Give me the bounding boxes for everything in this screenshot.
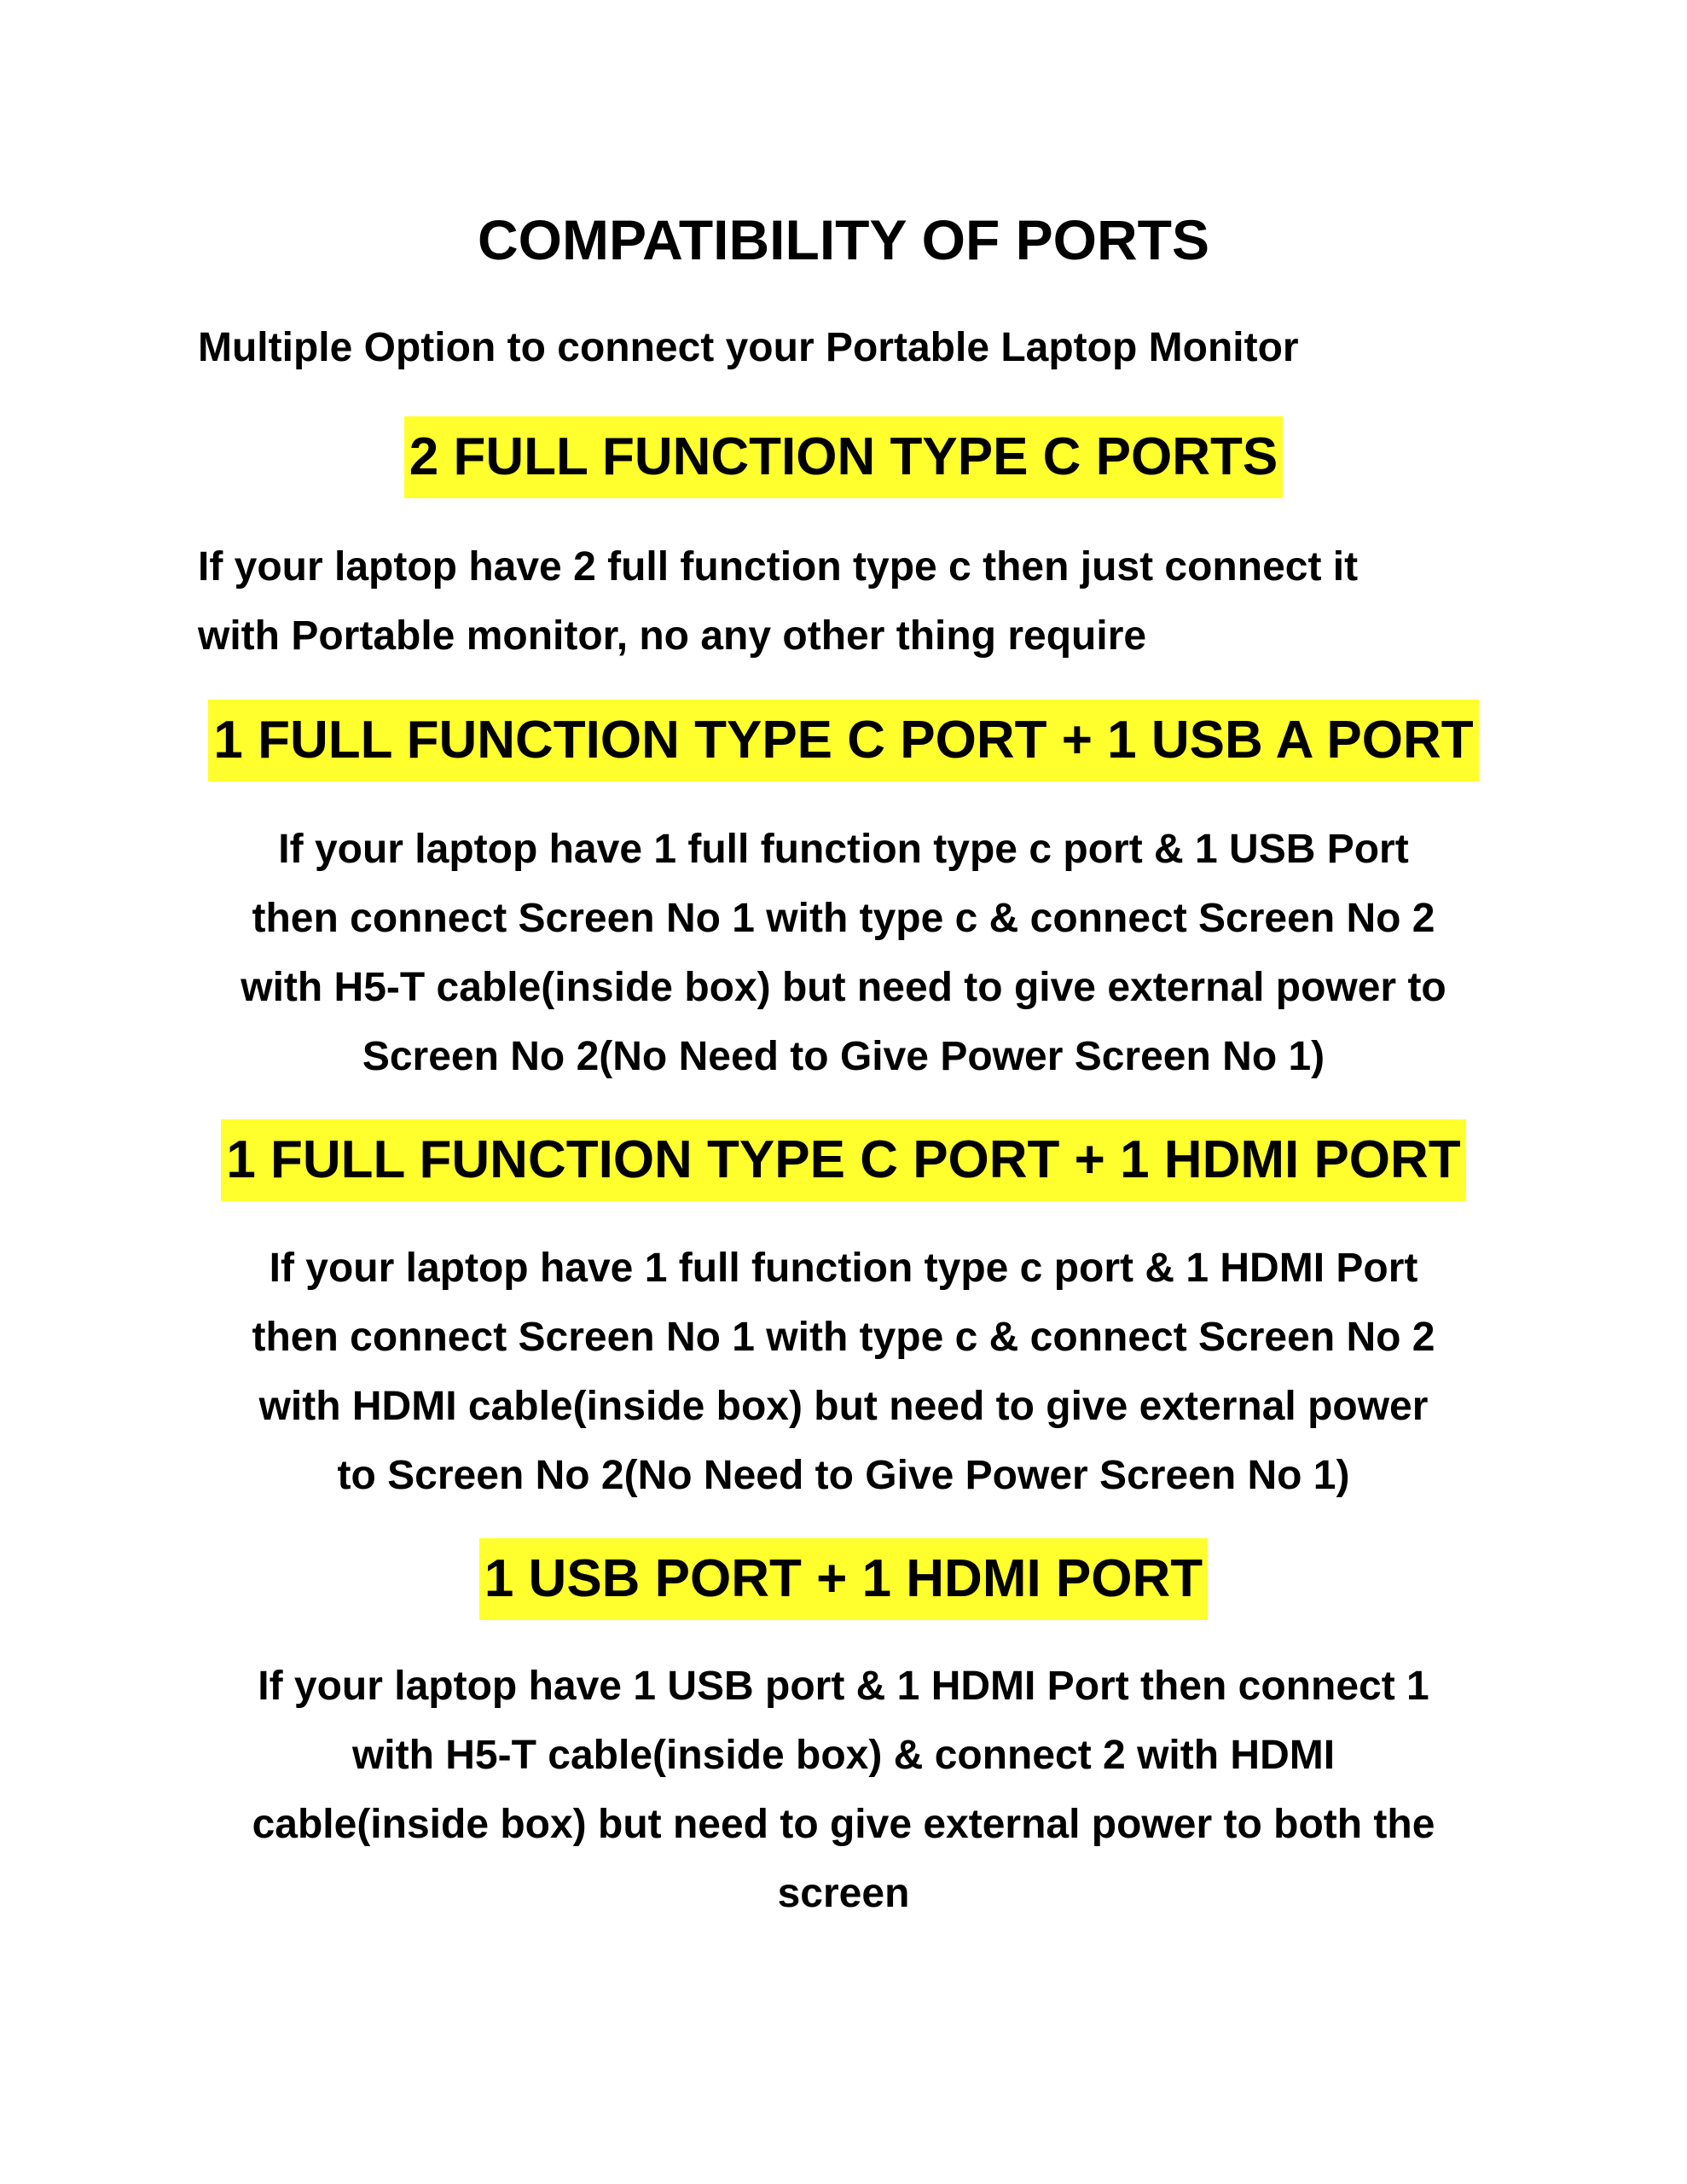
description-line: with HDMI cable(inside box) but need to give external power <box>258 1384 1429 1429</box>
section-description <box>198 532 1358 671</box>
description-line: Screen No 2(No Need to Give Power Screen No 1) <box>362 1034 1325 1079</box>
section-heading: 1 FULL FUNCTION TYPE C PORT + 1 USB A PORT <box>208 700 1478 781</box>
description-line: with Portable monitor, no any other thing require <box>198 613 1147 659</box>
section-heading: 1 USB PORT + 1 HDMI PORT <box>479 1538 1208 1620</box>
section-heading: 2 FULL FUNCTION TYPE C PORTS <box>404 416 1283 498</box>
page-title: COMPATIBILITY OF PORTS <box>478 208 1209 271</box>
description-line: with H5-T cable(inside box) but need to give external power to <box>241 965 1446 1010</box>
section-description <box>0 1234 1687 1510</box>
section-description <box>0 815 1687 1091</box>
description-line: then connect Screen No 1 with type c & connect Screen No 2 <box>252 1315 1435 1360</box>
section-description <box>0 1652 1687 1928</box>
section-heading: 1 FULL FUNCTION TYPE C PORT + 1 HDMI PORT <box>221 1119 1465 1201</box>
description-line: If your laptop have 2 full function type c then just connect it <box>198 544 1359 590</box>
description-line: to Screen No 2(No Need to Give Power Screen No 1) <box>337 1453 1350 1498</box>
description-line: then connect Screen No 1 with type c & connect Screen No 2 <box>252 896 1435 941</box>
description-line: If your laptop have 1 full function type c port & 1 HDMI Port <box>269 1246 1418 1291</box>
description-line: If your laptop have 1 full function type c port & 1 USB Port <box>278 827 1409 872</box>
description-line: with H5-T cable(inside box) & connect 2 with HDMI <box>351 1733 1336 1778</box>
description-line: cable(inside box) but need to give external power to both the <box>252 1802 1435 1847</box>
description-line: screen <box>777 1871 910 1916</box>
page-subtitle: Multiple Option to connect your Portable Laptop Monitor <box>198 325 1299 370</box>
section-heading-row <box>0 700 1687 781</box>
section-heading-row <box>0 1119 1687 1201</box>
section-heading-row <box>0 1538 1687 1620</box>
section-heading-row <box>0 416 1687 498</box>
description-line: If your laptop have 1 USB port & 1 HDMI Port then connect 1 <box>258 1664 1429 1709</box>
